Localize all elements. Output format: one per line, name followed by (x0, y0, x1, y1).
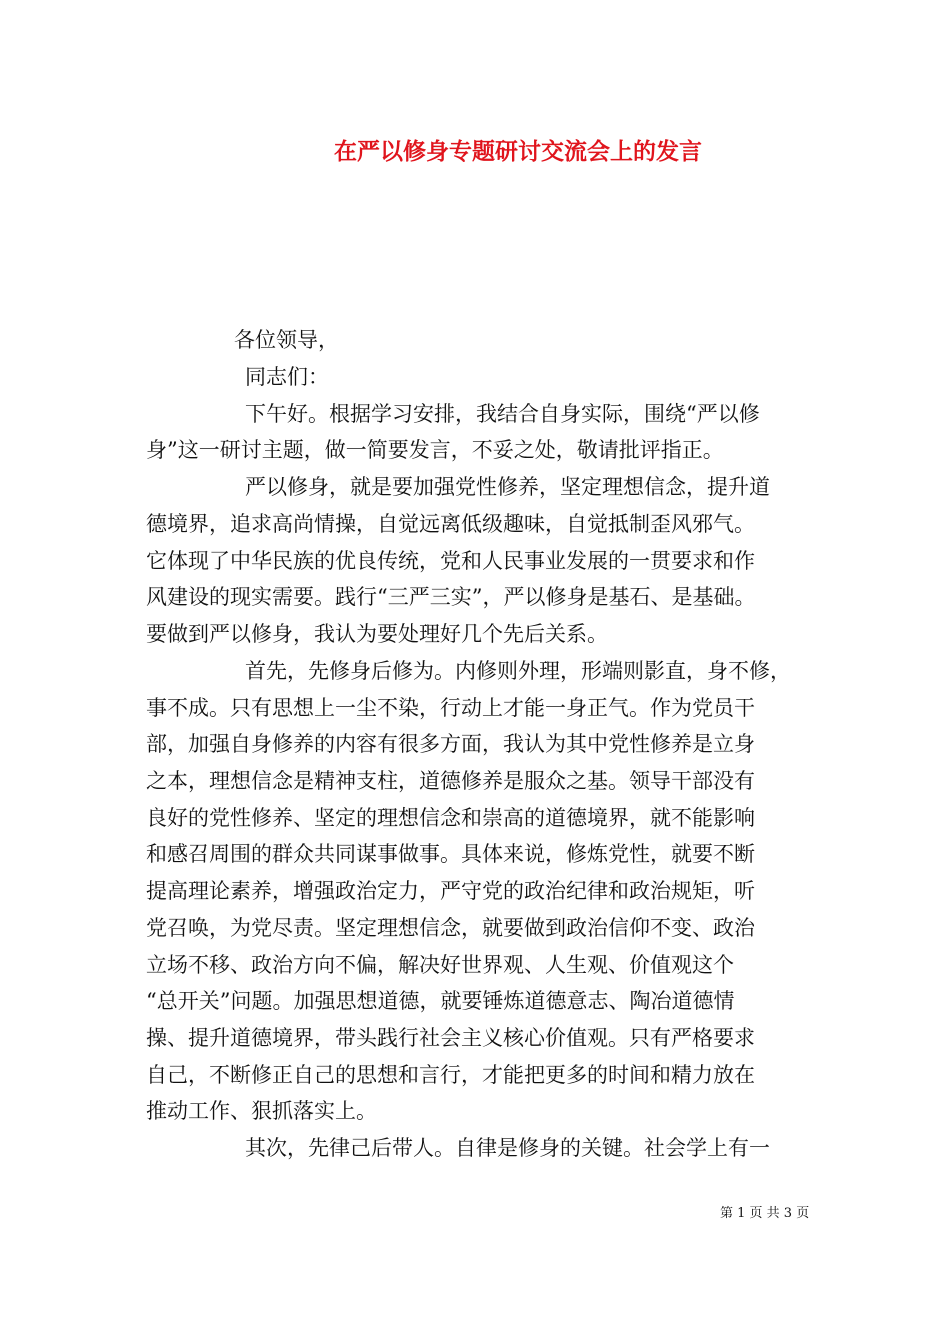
body-line: 立场不移、政治方向不偏，解决好世界观、人生观、价值观这个 (146, 953, 734, 977)
body-line: 要做到严以修身，我认为要处理好几个先后关系。 (146, 622, 608, 646)
body-line: 它体现了中华民族的优良传统，党和人民事业发展的一贯要求和作 (146, 549, 755, 573)
body-line: 其次，先律己后带人。自律是修身的关键。社会学上有一 (245, 1136, 770, 1160)
body-line: 提高理论素养，增强政治定力，严守党的政治纪律和政治规矩，听 (146, 879, 755, 903)
body-line: 操、提升道德境界，带头践行社会主义核心价值观。只有严格要求 (146, 1026, 755, 1050)
body-line: 推动工作、狠抓落实上。 (146, 1099, 377, 1123)
body-line: 自己，不断修正自己的思想和言行，才能把更多的时间和精力放在 (146, 1063, 755, 1087)
body-line: 身”这一研讨主题，做一简要发言，不妥之处，敬请批评指正。 (146, 438, 724, 462)
body-line: 首先，先修身后修为。内修则外理，形端则影直，身不修， (245, 659, 791, 683)
body-line: 部，加强自身修养的内容有很多方面，我认为其中党性修养是立身 (146, 732, 755, 756)
body-line: 党召唤，为党尽责。坚定理想信念，就要做到政治信仰不变、政治 (146, 916, 755, 940)
page-title: 在严以修身专题研讨交流会上的发言 (334, 138, 702, 165)
body-line: 之本，理想信念是精神支柱，道德修养是服众之基。领导干部没有 (146, 769, 755, 793)
body-line: 德境界，追求高尚情操，自觉远离低级趣味，自觉抵制歪风邪气。 (146, 512, 755, 536)
body-line: 良好的党性修养、坚定的理想信念和崇高的道德境界，就不能影响 (146, 806, 755, 830)
body-line: 和感召周围的群众共同谋事做事。具体来说，修炼党性，就要不断 (146, 842, 755, 866)
body-line: 风建设的现实需要。践行“三严三实”，严以修身是基石、是基础。 (146, 585, 756, 609)
salutation-comrades: 同志们： (245, 365, 329, 389)
body-line: “总开关”问题。加强思想道德，就要锤炼道德意志、陶冶道德情 (146, 989, 735, 1013)
body-line: 严以修身，就是要加强党性修养，坚定理想信念，提升道 (245, 475, 770, 499)
body-line: 事不成。只有思想上一尘不染，行动上才能一身正气。作为党员干 (146, 696, 755, 720)
body-line: 下午好。根据学习安排，我结合自身实际，围绕“严以修 (245, 402, 760, 426)
salutation-leaders: 各位领导， (234, 328, 339, 352)
page-number-footer: 第 1 页 共 3 页 (720, 1206, 810, 1221)
